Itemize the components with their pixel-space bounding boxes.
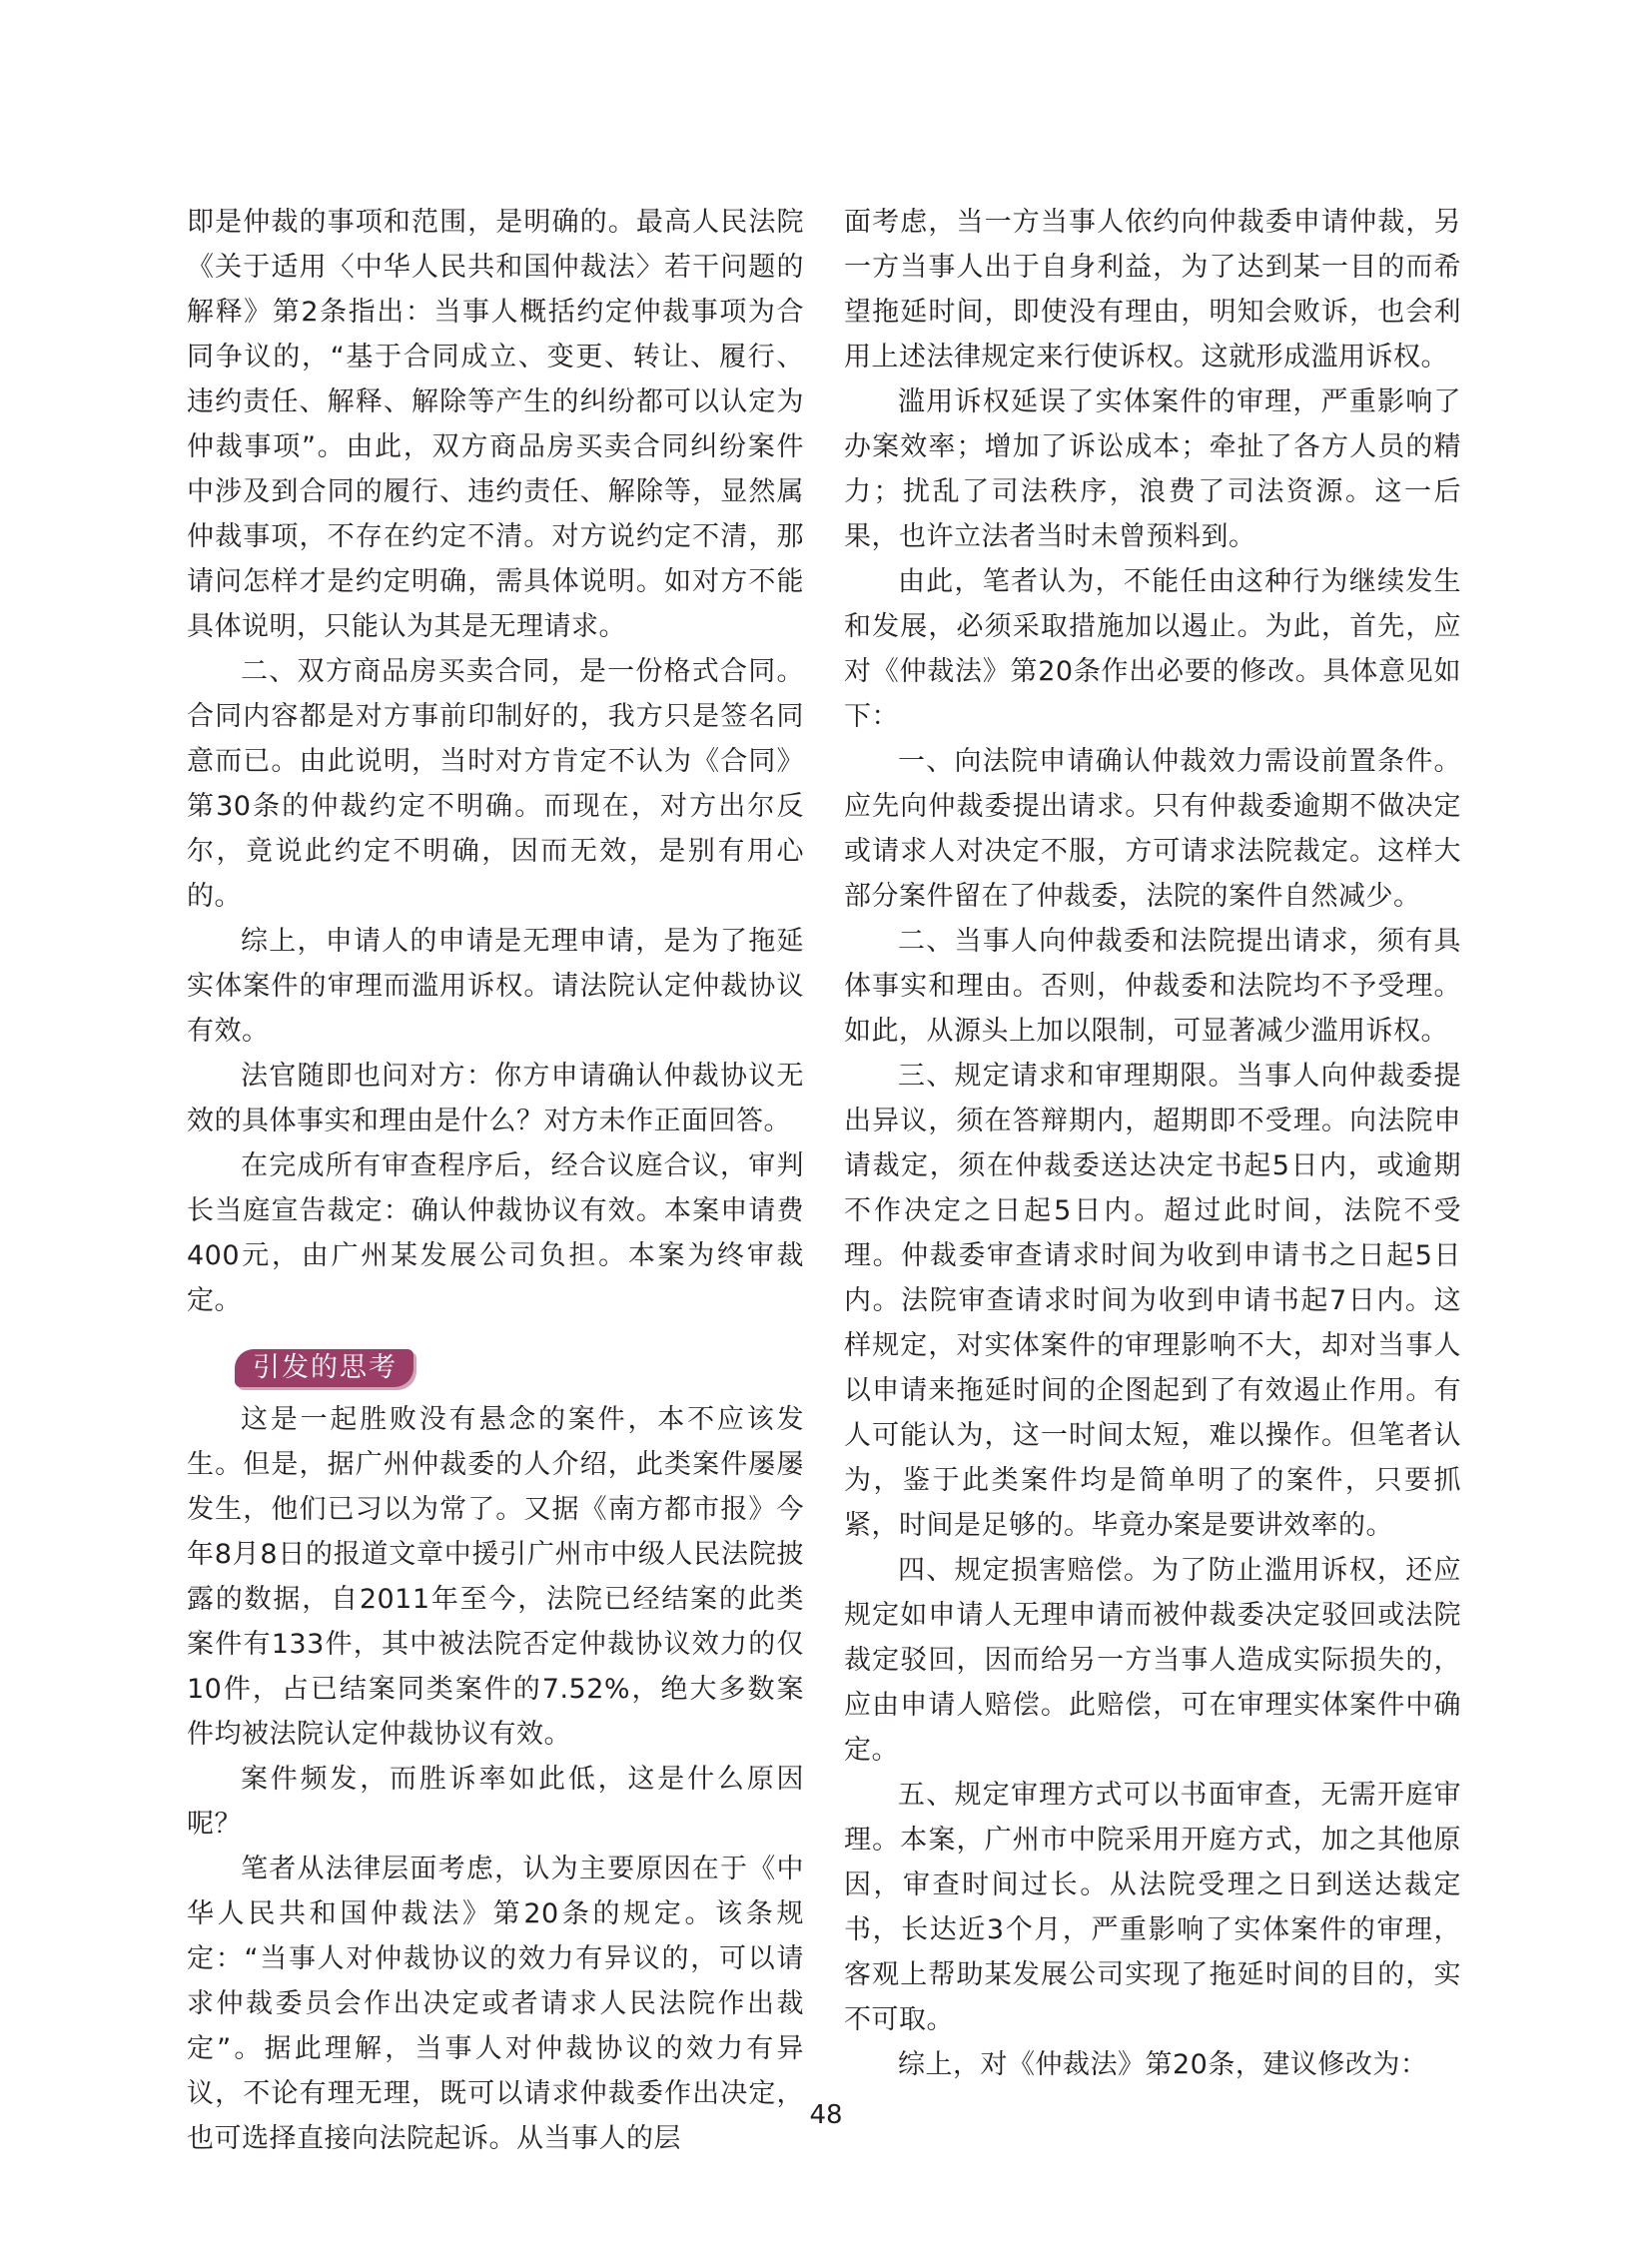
section-heading: 引发的思考 (235, 1349, 413, 1387)
paragraph: 综上，申请人的申请是无理申请，是为了拖延实体案件的审理而滥用诉权。请法院认定仲裁协议有效。 (187, 926, 804, 1047)
paragraph: 五、规定审理方式可以书面审查，无需开庭审理。本案，广州市中院采用开庭方式，加之其他原因，审查时间过长。从法院受理之日到送达裁定书，长达近3个月，严重影响了实体案件的审理，客观上帮助某发展公司实现了拖延时间的目的，实不可取。 (844, 1780, 1461, 2035)
paragraph: 在完成所有审查程序后，经合议庭合议，审判长当庭宣告裁定：确认仲裁协议有效。本案申请费400元，由广州某发展公司负担。本案为终审裁定。 (187, 1150, 804, 1316)
paragraph: 案件频发，而胜诉率如此低，这是什么原因呢？ (187, 1764, 804, 1840)
paragraph: 四、规定损害赔偿。为了防止滥用诉权，还应规定如申请人无理申请而被仲裁委决定驳回或法院裁定驳回，因而给另一方当事人造成实际损失的，应由申请人赔偿。此赔偿，可在审理实体案件中确定。 (844, 1555, 1461, 1766)
paragraph: 综上，对《仲裁法》第20条，建议修改为： (898, 2049, 1428, 2080)
paragraph: 即是仲裁的事项和范围，是明确的。最高人民法院《关于适用〈中华人民共和国仲裁法〉若干问题的解释》第2条指出：当事人概括约定仲裁事项为合同争议的，“基于合同成立、变更、转让、履行、违约责任、解释、解除等产生的纠纷都可以认定为仲裁事项”。由此，双方商品房买卖合同纠纷案件中涉及到合同的履行、违约责任、解除等，显然属仲裁事项，不存在约定不清。对方说约定不清，那请问怎样才是约定明确，需具体说明。如对方不能具体说明，只能认为其是无理请求。 (187, 207, 804, 642)
paragraph: 面考虑，当一方当事人依约向仲裁委申请仲裁，另一方当事人出于自身利益，为了达到某一目的而希望拖延时间，即使没有理由，明知会败诉，也会利用上述法律规定来行使诉权。这就形成滥用诉权。 (844, 207, 1461, 373)
section-heading-wrap (235, 1349, 804, 1389)
paragraph: 这是一起胜败没有悬念的案件，本不应该发生。但是，据广州仲裁委的人介绍，此类案件屡屡发生，他们已习以为常了。又据《南方都市报》今年8月8日的报道文章中援引广州市中级人民法院披露的数据，自2011年至今，法院已经结案的此类案件有133件，其中被法院否定仲裁协议效力的仅10件，占已结案同类案件的7.52%，绝大多数案件均被法院认定仲裁协议有效。 (187, 1404, 804, 1750)
paragraph: 滥用诉权延误了实体案件的审理，严重影响了办案效率；增加了诉讼成本；牵扯了各方人员的精力；扰乱了司法秩序，浪费了司法资源。这一后果，也许立法者当时未曾预料到。 (844, 386, 1461, 552)
paragraph: 由此，笔者认为，不能任由这种行为继续发生和发展，必须采取措施加以遏止。为此，首先，应对《仲裁法》第20条作出必要的修改。具体意见如下： (844, 566, 1461, 732)
right-column (844, 200, 1461, 2087)
paragraph: 三、规定请求和审理期限。当事人向仲裁委提出异议，须在答辩期内，超期即不受理。向法院申请裁定，须在仲裁委送达决定书起5日内，或逾期不作决定之日起5日内。超过此时间，法院不受理。仲裁委审查请求时间为收到申请书之日起5日内。法院审查请求时间为收到申请书起7日内。这样规定，对实体案件的审理影响不大，却对当事人以申请来拖延时间的企图起到了有效遏止作用。有人可能认为，这一时间太短，难以操作。但笔者认为，鉴于此类案件均是简单明了的案件，只要抓紧，时间是足够的。毕竟办案是要讲效率的。 (844, 1061, 1461, 1541)
left-column (187, 200, 804, 2161)
page-number: 48 (809, 2100, 843, 2130)
paragraph: 二、当事人向仲裁委和法院提出请求，须有具体事实和理由。否则，仲裁委和法院均不予受理。如此，从源头上加以限制，可显著减少滥用诉权。 (844, 926, 1461, 1047)
paragraph: 二、双方商品房买卖合同，是一份格式合同。合同内容都是对方事前印制好的，我方只是签名同意而已。由此说明，当时对方肯定不认为《合同》第30条的仲裁约定不明确。而现在，对方出尔反尔，竟说此约定不明确，因而无效，是别有用心的。 (187, 656, 804, 912)
paragraph: 笔者从法律层面考虑，认为主要原因在于《中华人民共和国仲裁法》第20条的规定。该条规定：“当事人对仲裁协议的效力有异议的，可以请求仲裁委员会作出决定或者请求人民法院作出裁定”。据此理解，当事人对仲裁协议的效力有异议，不论有理无理，既可以请求仲裁委作出决定，也可选择直接向法院起诉。从当事人的层 (187, 1854, 804, 2154)
paragraph: 一、向法院申请确认仲裁效力需设前置条件。应先向仲裁委提出请求。只有仲裁委逾期不做决定或请求人对决定不服，方可请求法院裁定。这样大部分案件留在了仲裁委，法院的案件自然减少。 (844, 746, 1461, 912)
paragraph: 法官随即也问对方：你方申请确认仲裁协议无效的具体事实和理由是什么？对方未作正面回答。 (187, 1061, 804, 1136)
